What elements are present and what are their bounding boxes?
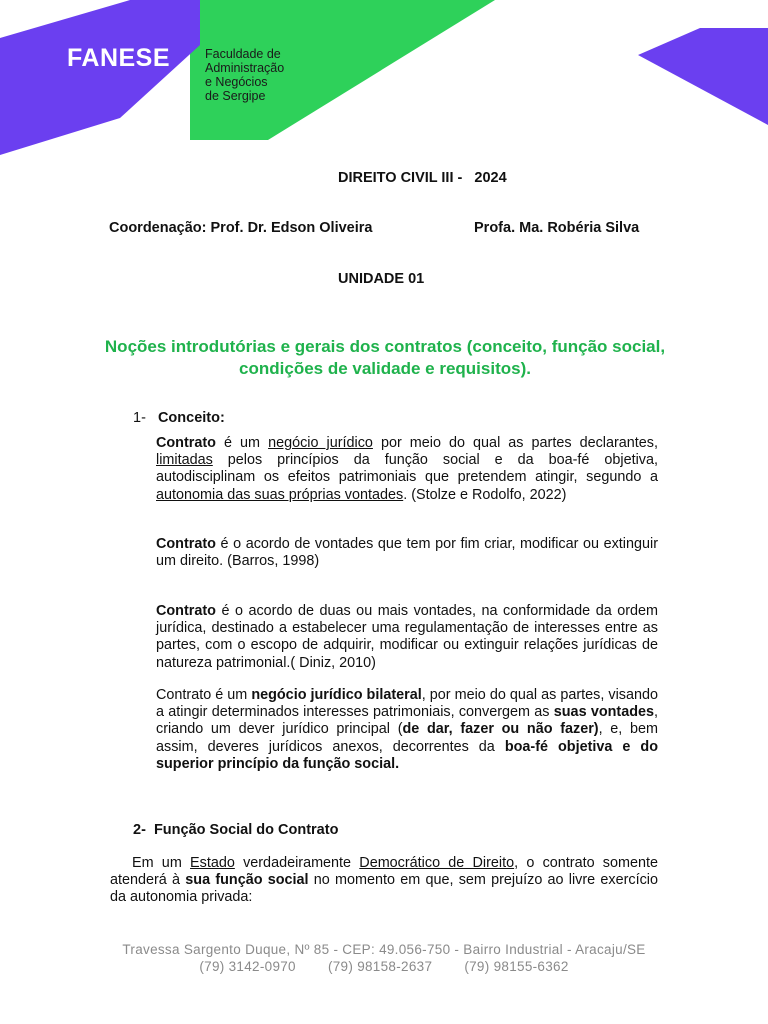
definition-paragraph-2: Contrato é o acordo de vontades que tem por fim criar, modificar ou extinguir um direito. (Barros, 1998) (156, 536, 658, 570)
professor-name: Profa. Ma. Robéria Silva (474, 220, 640, 236)
header-banner (0, 0, 768, 160)
unit-label: UNIDADE 01 (338, 271, 425, 287)
definition-paragraph-3: Contrato é o acordo de duas ou mais vontades, na conformidade da ordem jurídica, destinado a estabelecer uma regulamentação de interesses entre as partes, com o escopo de adquirir, modificar ou extinguir relações jurídicas de natureza patrimonial.( Diniz, 2010) (156, 603, 658, 671)
section-2-heading: 2- Função Social do Contrato (133, 822, 339, 838)
course-title: DIREITO CIVIL III - 2024 (338, 170, 507, 186)
footer-phones (0, 959, 768, 974)
logo-brand: FANESE (67, 44, 171, 72)
institution-name: Faculdade de Administração e Negócios de Sergipe (205, 47, 285, 103)
section-1-heading: 1- Conceito: (133, 410, 225, 426)
purple-corner-shape (638, 28, 768, 125)
phone-number: (79) 98155-6362 (464, 959, 569, 974)
definition-paragraph-4: Contrato é um negócio jurídico bilateral, por meio do qual as partes, visando a atingir determinados interesses patrimoniais, convergem as suas vontades, criando um dever jurídico principal (de dar, fazer ou não fazer), e, bem assim, deveres jurídicos anexos, decorrentes da boa-fé objetiva e do superior princípio da função social. (156, 687, 659, 772)
definition-paragraph-1: Contrato é um negócio jurídico por meio do qual as partes declarantes, limitadas pelos princípios da função social e da boa-fé objetiva, autodisciplinam os efeitos patrimoniais que pretendem atingir, segundo a autonomia das suas próprias vontades. (Stolze e Rodolfo, 2022) (156, 435, 658, 503)
social-function-paragraph: Em um Estado verdadeiramente Democrático de Direito, o contrato somente atenderá à sua função social no momento em que, sem prejuízo ao livre exercício da autonomia privada: (110, 855, 658, 906)
coordination-line: Coordenação: Prof. Dr. Edson Oliveira (109, 220, 373, 236)
phone-number: (79) 3142-0970 (199, 959, 296, 974)
phone-number: (79) 98158-2637 (327, 959, 433, 974)
footer-address: Travessa Sargento Duque, Nº 85 - CEP: 49.056-750 - Bairro Industrial - Aracaju/SE (122, 942, 646, 957)
purple-logo-shape (0, 0, 200, 155)
section-title: Noções introdutórias e gerais dos contratos (conceito, função social, condições de validade e requisitos). (104, 337, 666, 378)
